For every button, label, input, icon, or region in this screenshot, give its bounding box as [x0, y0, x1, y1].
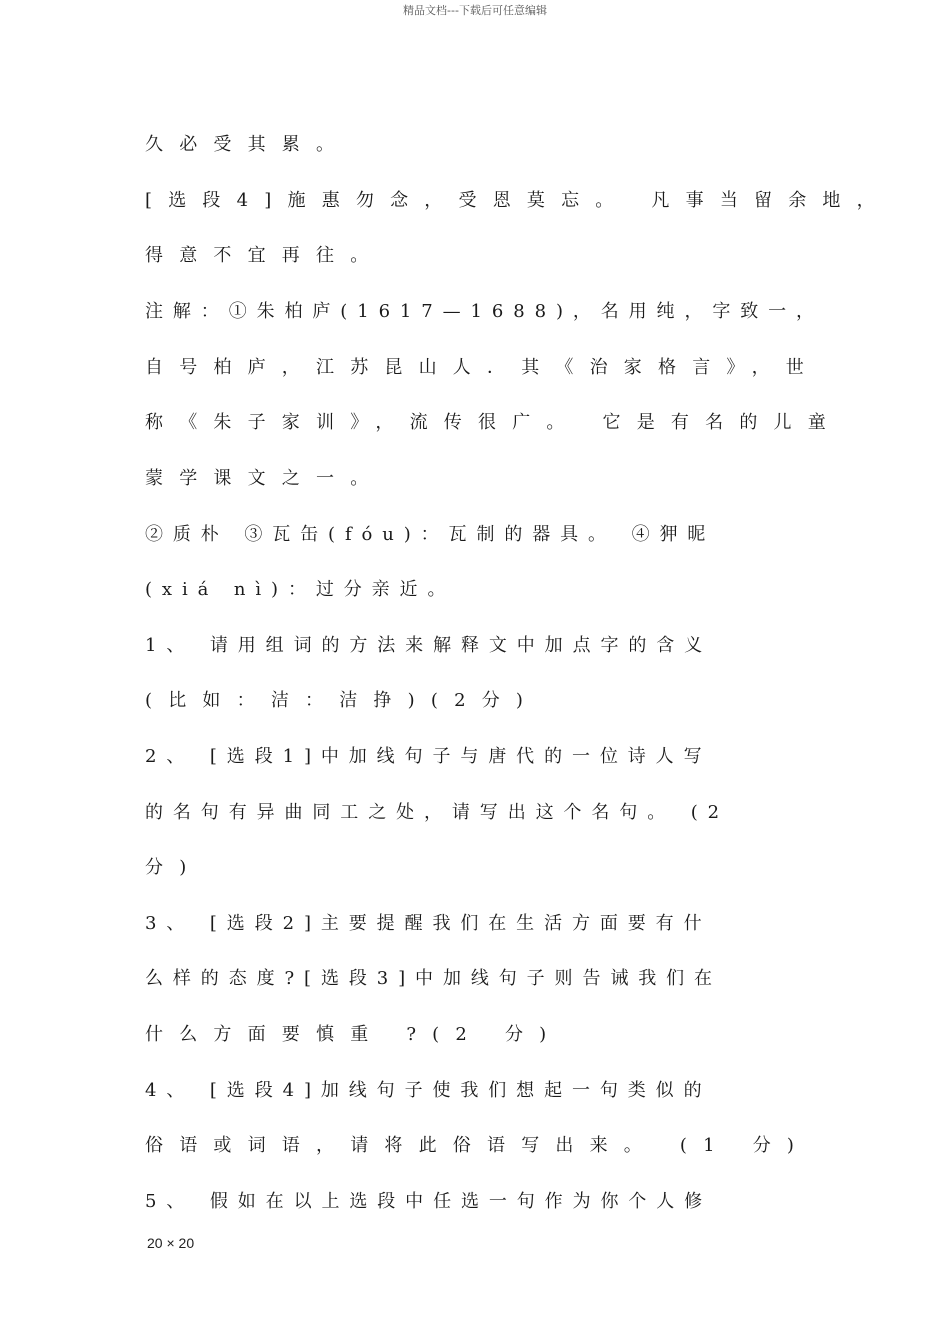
- text-line: 蒙学课文之一。: [145, 468, 385, 489]
- text-line: 俗语或词语，请将此俗语写出来。 (1 分): [145, 1135, 811, 1156]
- question-3: 3、 [选段2]主要提醒我们在生活方面要有什: [145, 913, 712, 934]
- text-line: (xiá nì)：过分亲近。: [145, 579, 456, 600]
- text-line: [选段4]施惠勿念，受恩莫忘。 凡事当留余地，: [145, 190, 891, 211]
- question-2: 2、 [选段1]中加线句子与唐代的一位诗人写: [145, 746, 712, 767]
- text-line: 久必受其累。: [145, 134, 351, 155]
- text-line: (比如：洁：洁挣)(2分): [145, 690, 540, 711]
- text-line: 分): [145, 857, 203, 878]
- text-line: 自号柏庐，江苏昆山人．其《治家格言》，世: [145, 357, 820, 378]
- question-4: 4、 [选段4]加线句子使我们想起一句类似的: [145, 1080, 712, 1101]
- text-line: 什么方面要慎重 ?(2 分): [145, 1024, 563, 1045]
- text-line: 么样的态度?[选段3]中加线句子则告诫我们在: [145, 968, 722, 989]
- page-header: 精品文档---下载后可任意编辑: [403, 4, 547, 17]
- text-line: 的名句有异曲同工之处，请写出这个名句。 (2: [145, 802, 729, 823]
- text-line: ②质朴 ③瓦缶(fóu)：瓦制的器具。 ④狎昵: [145, 524, 716, 545]
- text-line: 注解：①朱柏庐(1617—1688)，名用纯，字致一，: [145, 301, 824, 322]
- question-1: 1、 请用组词的方法来解释文中加点字的含义: [145, 635, 713, 656]
- text-line: 称《朱子家训》，流传很广。 它是有名的儿童: [145, 412, 842, 433]
- grid-size-label: 20 × 20: [147, 1235, 195, 1251]
- question-5: 5、 假如在以上选段中任选一句作为你个人修: [145, 1191, 713, 1212]
- text-line: 得意不宜再往。: [145, 245, 385, 266]
